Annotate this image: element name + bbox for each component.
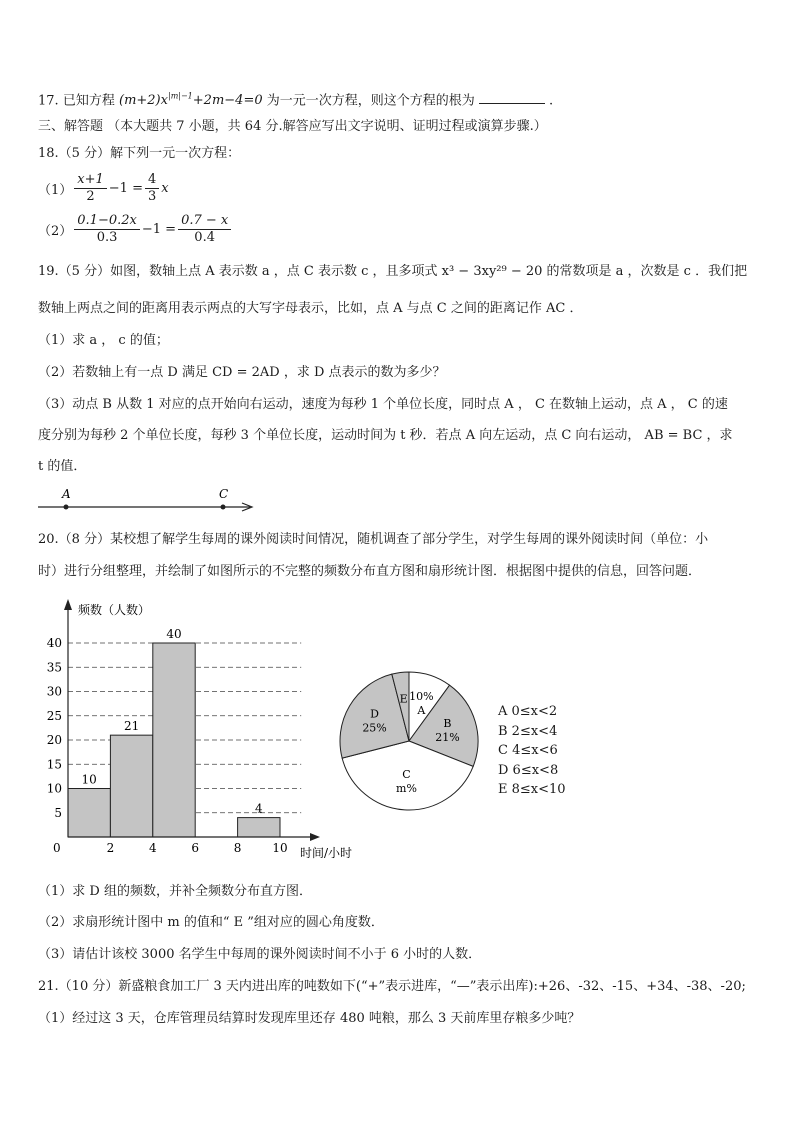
histogram-bar [68,789,110,838]
histogram-x-arrow [310,833,320,841]
q18-p2-label: （2） [38,224,73,239]
q20-sub2: （2）求扇形统计图中 m 的值和“ E ”组对应的圆心角度数． [38,915,384,930]
histogram-x-tick-label: 10 [272,841,288,855]
histogram-bar-value-label: 4 [254,801,263,816]
q18-p1-num1: x+1 [74,172,107,189]
q17-number: 17. [38,93,59,109]
pie-slice-letter: C [402,767,411,781]
histogram-origin-label: 0 [53,841,61,855]
pie-slice-letter: B [443,716,452,730]
histogram-bar-value-label: 21 [123,719,140,734]
histogram-x-tick-label: 6 [191,841,200,855]
histogram-y-tick-label: 5 [54,805,62,820]
q18-p2-den2: 0.4 [194,230,215,245]
histogram-y-tick-label: 30 [46,684,62,699]
point-a-dot [64,505,69,510]
q19-sub3-line1: （3）动点 B 从数 1 对应的点开始向右运动，速度为每秒 1 个单位长度，同时点 A ， C 在数轴上运动，点 A ， C 的速 [38,397,728,412]
histogram-y-tick-label: 15 [46,757,62,772]
q18-title: 18.（5 分）解下列一元一次方程： [38,146,241,161]
legend-item-d: D 6≤x<8 [498,762,559,778]
q20-line2: 时）进行分组整理，并绘制了如图所示的不完整的频数分布直方图和扇形统计图．根据图中提供的信息，回答问题． [38,564,702,579]
q18-p1-label: （1） [38,183,73,198]
histogram-x-title: 时间/小时 [300,846,353,860]
q17-equation: $(m+2)x^{|m|-1}+2m-4=0$ [118,92,263,109]
point-a-label: A [62,487,71,501]
histogram-bar [238,818,280,837]
q19-sub1: （1）求 a ， c 的值； [38,333,169,348]
legend-item-a: A 0≤x<2 [498,704,558,719]
q19-sub3-line3: t 的值． [38,459,87,474]
q18-p2-frac2 [178,213,231,246]
q18-p2-mid: −1 = [141,222,177,237]
q19-sub2: （2）若数轴上有一点 D 满足 CD = 2AD ，求 D 点表示的数为多少？ [38,365,446,380]
pie-slice-letter: E [399,692,408,706]
q18-p1-frac1 [74,172,107,205]
q20-sub1: （1）求 D 组的频数，并补全频数分布直方图． [38,884,312,899]
q18-p1-num2: 4 [145,172,159,189]
histogram-x-tick-label: 8 [233,841,242,855]
q17-answer-blank [479,89,545,104]
q18-p2-den1: 0.3 [96,230,118,245]
histogram-x-tick-label: 2 [106,841,115,855]
histogram-y-tick-label: 40 [46,636,62,650]
q21-line1: 21.（10 分）新盛粮食加工厂 3 天内进出库的吨数如下(“+”表示进库，“—”表示出库):+26、-32、-15、+34、-38、-20; [38,979,746,994]
q18-p2-num2: 0.7 − x [178,213,231,230]
pie-slice-label: A [417,703,426,717]
q18-p2-num1: 0.1−0.2x [74,213,140,230]
histogram-bar-value-label: 10 [81,772,97,787]
histogram-bar-value-label: 40 [166,627,182,641]
pie-slice-label: 21% [435,730,460,744]
q18-part1 [38,172,169,205]
q19-sub3-line2: 度分别为每秒 2 个单位长度，每秒 3 个单位长度，运动时间为 t 秒．若点 A 向左运动，点 C 向右运动， AB = BC ，求 [38,428,733,443]
q18-part2 [38,213,233,246]
q19-number-line [30,484,270,524]
q20-sub3: （3）请估计该校 3000 名学生中每周的课外阅读时间不小于 6 小时的人数． [38,947,482,962]
pie-legend [498,702,566,800]
legend-item-b: B 2≤x<4 [498,723,558,739]
legend-item-c: C 4≤x<6 [498,743,558,758]
histogram-y-tick-label: 25 [46,708,62,723]
pie-slice-label: 25% [362,721,387,735]
q18-p1-den1: 2 [86,189,95,204]
frequency-histogram [30,596,370,866]
q17-end: . [549,93,554,109]
q18-p2-frac1 [74,213,140,246]
legend-item-e: E 8≤x<10 [498,782,566,797]
q20-line1: 20.（8 分）某校想了解学生每周的课外阅读时间情况，随机调查了部分学生，对学生每周的课外阅读时间（单位：小 [38,532,709,547]
pie-slice-label: m% [396,781,417,795]
q17-pre: 已知方程 [62,93,115,109]
q17-line [38,87,756,111]
histogram-x-tick-label: 4 [148,841,157,855]
histogram-y-title: 频数（人数） [78,603,151,617]
q18-p1-frac2 [145,172,159,205]
histogram-y-tick-label: 20 [46,733,62,747]
q18-p1-mid: −1 = [108,181,143,196]
histogram-y-tick-label: 35 [46,660,62,675]
q18-p1-den2: 3 [147,189,157,204]
q17-post: 为一元一次方程，则这个方程的根为 [266,93,475,109]
point-c-dot [221,505,226,510]
histogram-y-tick-label: 10 [46,781,62,796]
point-c-label: C [219,487,229,501]
q19-line2: 数轴上两点之间的距离用表示两点的大写字母表示，比如，点 A 与点 C 之间的距离记作 AC ． [38,301,583,316]
q19-line1: 19.（5 分）如图，数轴上点 A 表示数 a ，点 C 表示数 c ，且多项式 x³ − 3xy²⁹ − 20 的常数项是 a ，次数是 c ．我们把 [38,264,748,279]
pie-slice-label: 10% [409,689,434,703]
pie-slice-letter: D [370,707,379,721]
histogram-bar [110,735,152,837]
histogram-bar [153,643,195,837]
section-3-header: 三、解答题 （本大题共 7 小题，共 64 分.解答应写出文字说明、证明过程或演算步骤.） [38,119,547,134]
q18-p1-end: x [161,181,169,196]
q21-sub1: （1）经过这 3 天，仓库管理员结算时发现库里还存 480 吨粮，那么 3 天前库里存粮多少吨？ [38,1011,581,1026]
histogram-y-arrow [64,599,72,610]
pie-chart [334,666,484,816]
